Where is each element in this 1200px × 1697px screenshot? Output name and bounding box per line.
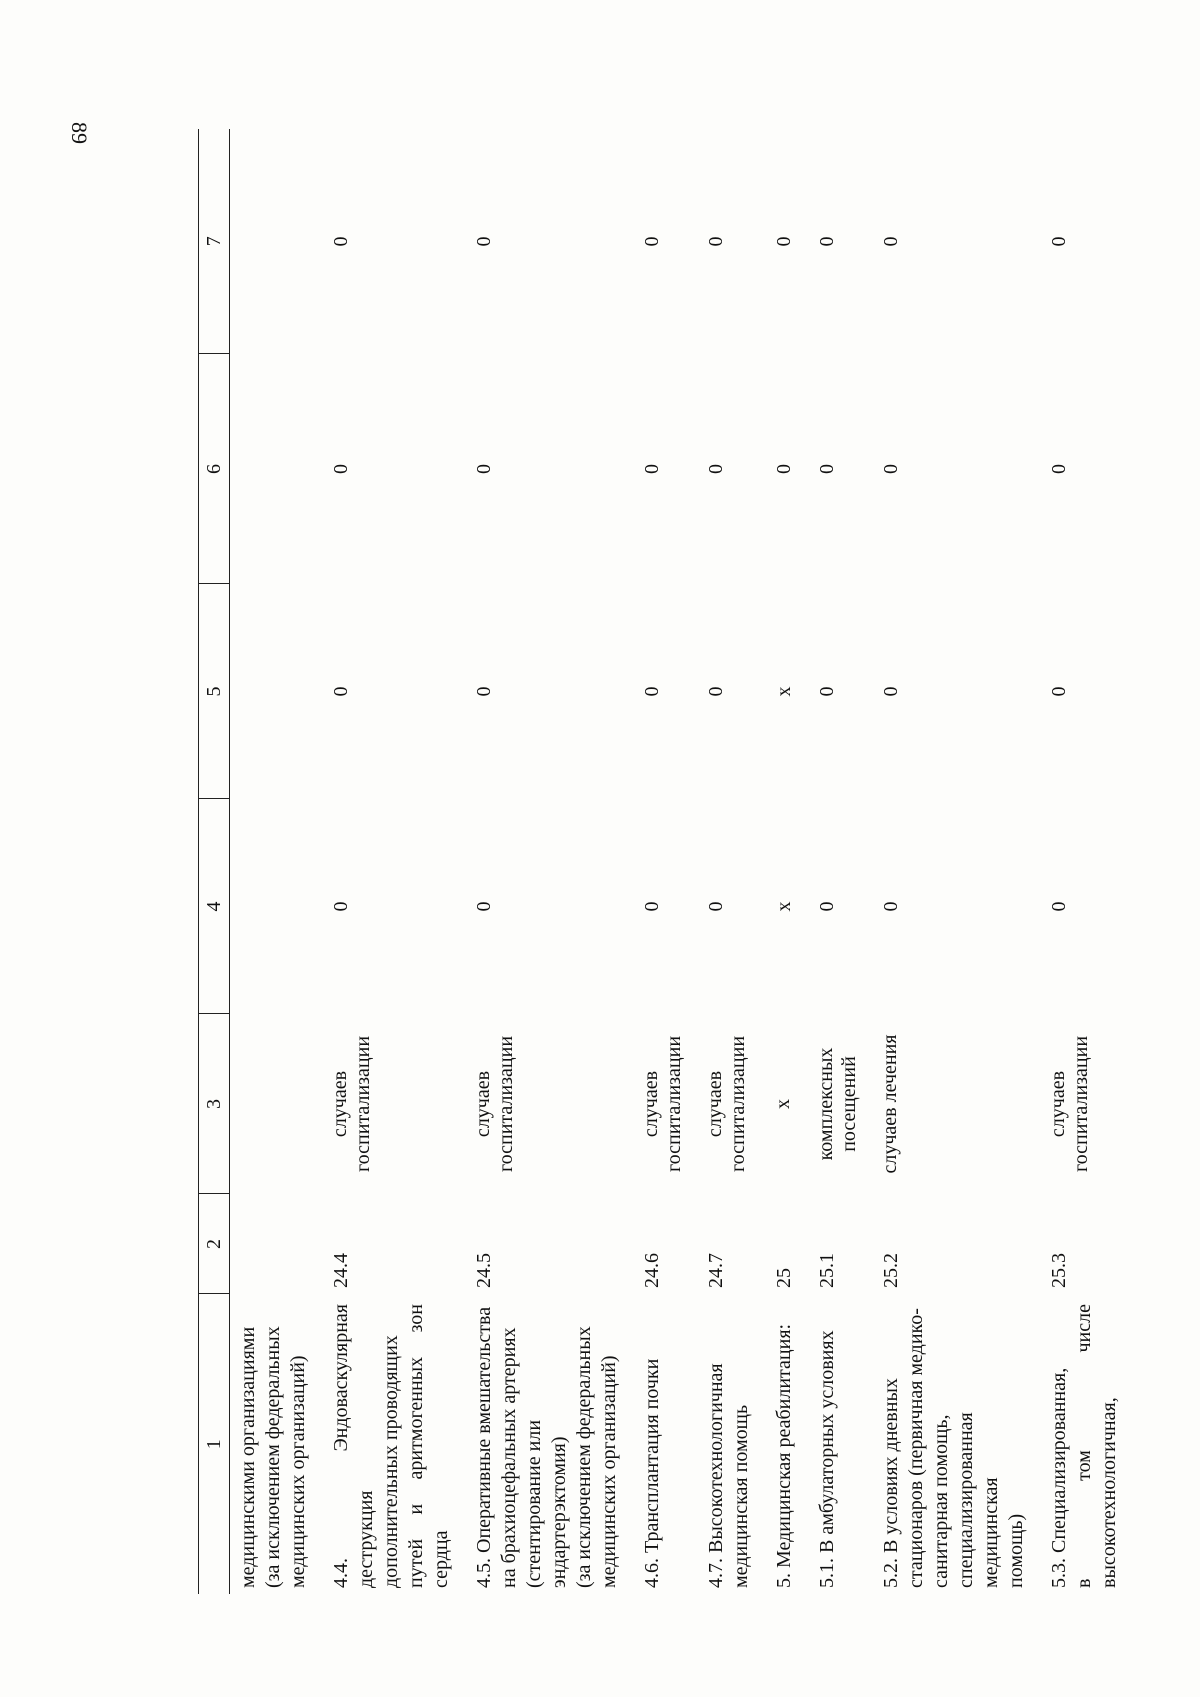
value-cell: 0 [773,464,795,474]
indicator-name-cell [698,1294,766,1594]
value-cell: 0 [816,686,838,697]
indicator-name-cell [873,1294,1041,1594]
value-cell: 0 [880,901,902,912]
indicator-name-line: медицинская помощь [730,1404,752,1588]
indicator-name-line: медицинских организаций) [598,1355,620,1588]
value-cell: 0 [330,236,352,247]
indicator-name-line: путей и аритмогенных зон сердца [405,1304,452,1588]
value-cell: 0 [473,901,495,912]
value-cell [230,129,324,354]
unit-cell [230,1014,324,1194]
indicator-name-line: помощь) [1005,1513,1027,1588]
value-cell: 0 [473,236,495,247]
value-cell: 0 [473,686,495,697]
unit-cell: х [772,1099,794,1109]
indicator-name-line: 4.7. Высокотехнологичная [705,1363,727,1588]
indicator-name-cell [323,1294,466,1594]
indicator-name-line: медицинскими организациями [237,1326,259,1588]
value-cell: 0 [641,901,663,912]
indicator-name-cell [230,1294,324,1594]
value-cell: 0 [473,464,495,474]
value-cell: 0 [705,464,727,474]
indicator-name-cell [634,1294,698,1594]
value-cell: 0 [1048,686,1070,697]
indicator-name-line: санитарная помощь, [930,1414,952,1588]
value-cell: 0 [816,236,838,247]
indicator-name-line: эндартерэктомия) [548,1436,570,1588]
unit-cell: случаев госпитализации [640,1035,685,1173]
indicator-name-line: 4.6. Трансплантация почки [641,1358,663,1588]
rotated-table-sheet [198,129,1120,1594]
indicator-name-line: (за исключением федеральных [262,1326,284,1588]
indicator-name-line: 5.2. В условиях дневных [880,1378,902,1588]
row-number-cell: 24.6 [641,1253,663,1288]
value-cell: 0 [705,901,727,912]
unit-cell: случаев госпитализации [704,1035,749,1173]
column-header: 2 [199,1194,230,1294]
indicator-name-cell [466,1294,634,1594]
value-cell: 0 [330,686,352,697]
value-cell: 0 [705,686,727,697]
indicator-name-line: 5.1. В амбулаторных условиях [816,1330,838,1588]
indicator-name-line: (за исключением федеральных [573,1326,595,1588]
value-cell [230,799,324,1014]
table-header-row [199,129,230,1594]
row-number-cell: 25.1 [816,1253,838,1288]
row-number-cell: 25 [773,1268,795,1288]
column-header: 3 [199,1014,230,1194]
value-cell: 0 [330,464,352,474]
indicator-name-line: (стентирование или [523,1419,545,1588]
table-row [1041,129,1134,1594]
value-cell: 0 [880,236,902,247]
unit-cell: случаев госпитализации [472,1035,517,1173]
indicator-name-line: стационаров (первичная медико- [905,1308,927,1588]
column-header: 6 [199,354,230,584]
indicator-name-line: 4.5. Оперативные вмешательства [473,1306,495,1588]
indicator-name-line: специализированная медицинская [955,1412,1002,1588]
value-cell: 0 [641,464,663,474]
table-row [634,129,698,1594]
table-row [873,129,1041,1594]
column-header: 7 [199,129,230,354]
table-row [230,129,324,1594]
indicator-name-cell [766,1294,809,1594]
value-cell: 0 [816,464,838,474]
unit-cell: случаев госпитализации [329,1035,374,1173]
value-cell: 0 [641,236,663,247]
indicator-name-line: в том числе высокотехнологичная, [1073,1304,1120,1588]
unit-cell: случаев лечения [879,1034,901,1174]
row-number-cell: 24.7 [705,1253,727,1288]
value-cell: 0 [1048,464,1070,474]
indicator-name-line: 5. Медицинская реабилитация: [773,1323,795,1588]
table-row [698,129,766,1594]
column-header: 4 [199,799,230,1014]
indicator-name-cell [1041,1294,1134,1594]
indicator-name-line: на брахиоцефальных артериях [498,1327,520,1588]
value-cell: 0 [705,236,727,247]
indicator-name-line: дополнительных проводящих [380,1335,402,1588]
value-cell: 0 [1048,901,1070,912]
value-cell: 0 [816,901,838,912]
value-cell [230,584,324,799]
value-cell: 0 [880,464,902,474]
table-row [766,129,809,1594]
indicator-name-line: медицинских организаций) [287,1355,309,1588]
data-table [198,129,1134,1594]
indicator-name-cell [809,1294,873,1594]
row-number-cell [230,1194,324,1294]
table-row [809,129,873,1594]
indicator-name-line: 4.4. Эндоваскулярная деструкция [330,1304,377,1588]
value-cell: 0 [330,901,352,912]
table-body [230,129,1135,1594]
row-number-cell: 24.5 [473,1253,495,1288]
unit-cell: комплексных посещений [815,1047,860,1161]
value-cell: х [773,686,795,697]
value-cell: 0 [641,686,663,697]
table-row [466,129,634,1594]
value-cell: 0 [773,236,795,247]
value-cell: х [773,901,795,912]
value-cell [230,354,324,584]
column-header: 5 [199,584,230,799]
indicator-name-line: 5.3. Специализированная, [1048,1367,1070,1588]
table-row [323,129,466,1594]
row-number-cell: 24.4 [330,1253,352,1288]
value-cell: 0 [1048,236,1070,247]
unit-cell: случаев госпитализации [1047,1035,1092,1173]
row-number-cell: 25.2 [880,1253,902,1288]
value-cell: 0 [880,686,902,697]
row-number-cell: 25.3 [1048,1253,1070,1288]
page-number: 89 [67,122,92,144]
column-header: 1 [199,1294,230,1594]
